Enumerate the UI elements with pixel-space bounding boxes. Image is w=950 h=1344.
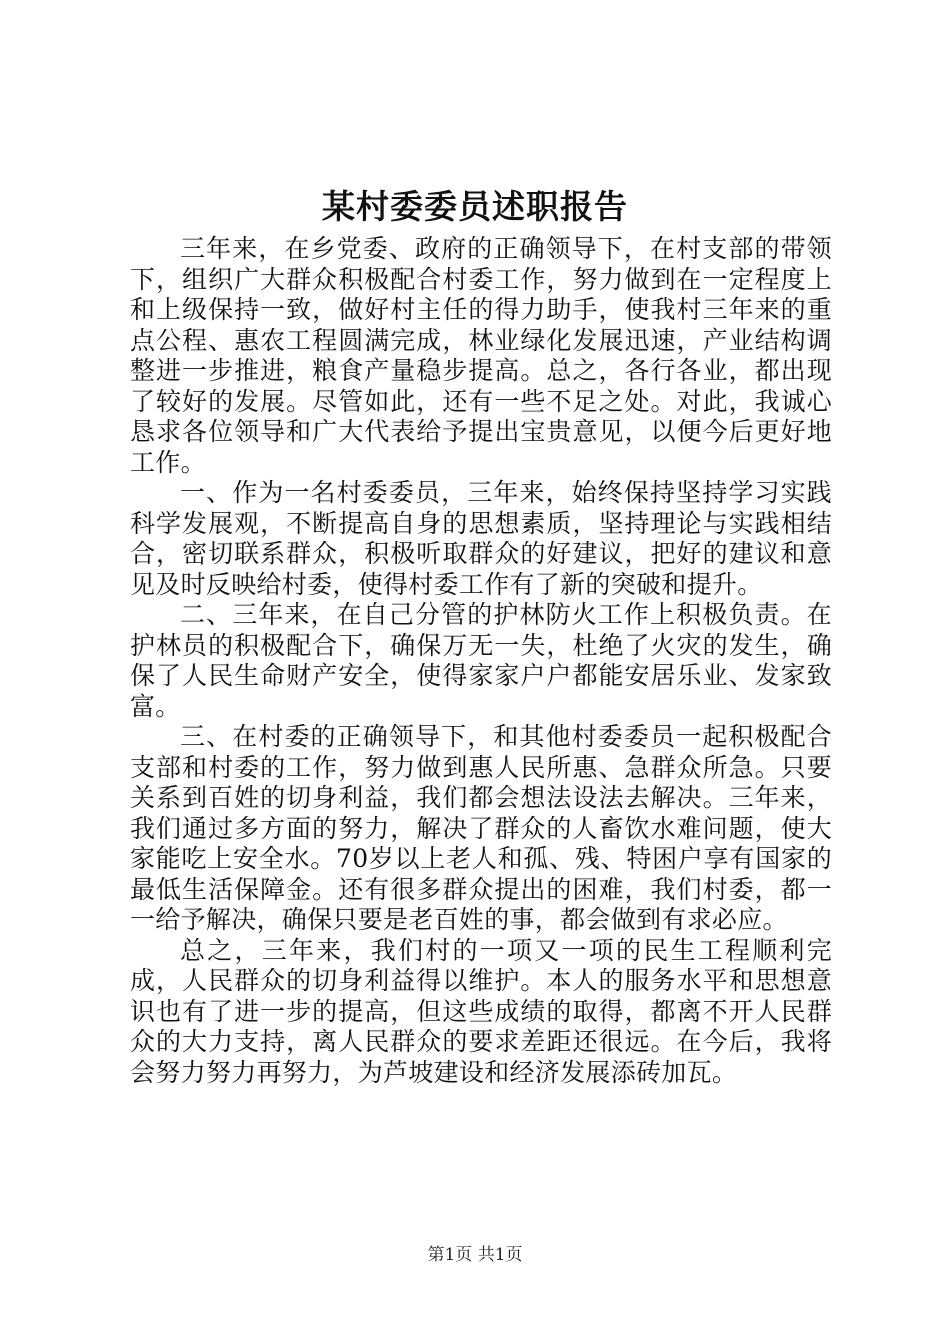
paragraph-section-1: 一、作为一名村委委员，三年来，始终保持坚持学习实践科学发展观，不断提高自身的思想素质，坚持理论与实践相结合，密切联系群众，积极听取群众的好建议，把好的建议和意见及时反映给村委，使得村委工作有了新的突破和提升。: [130, 478, 832, 599]
document-title: 某村委委员述职报告: [322, 187, 628, 226]
paragraph-section-2: 二、三年来，在自己分管的护林防火工作上积极负责。在护林员的积极配合下，确保万无一失，杜绝了火灾的发生，确保了人民生命财产安全，使得家家户户都能安居乐业、发家致富。: [130, 600, 832, 721]
paragraph-section-3: 三、在村委的正确领导下，和其他村委委员一起积极配合支部和村委的工作，努力做到惠人民所惠、急群众所急。只要关系到百姓的切身利益，我们都会想法设法去解决。三年来，我们通过多方面的努力，解决了群众的人畜饮水难问题，使大家能吃上安全水。70岁以上老人和孤、残、特困户享有国家的最低生活保障金。还有很多群众提出的困难，我们村委，都一一给予解决，确保只要是老百姓的事，都会做到有求必应。: [130, 722, 832, 934]
page-number-footer: 第1页 共1页: [427, 1245, 523, 1265]
paragraph-conclusion: 总之，三年来，我们村的一项又一项的民生工程顺利完成，人民群众的切身利益得以维护。本人的服务水平和思想意识也有了进一步的提高，但这些成绩的取得，都离不开人民群众的大力支持，离人民群众的要求差距还很远。在今后，我将会努力努力再努力，为芦坡建设和经济发展添砖加瓦。: [130, 935, 832, 1087]
paragraph-intro: 三年来，在乡党委、政府的正确领导下，在村支部的带领下，组织广大群众积极配合村委工作，努力做到在一定程度上和上级保持一致，做好村主任的得力助手，使我村三年来的重点公程、惠农工程圆满完成，林业绿化发展迅速，产业结构调整进一步推进，粮食产量稳步提高。总之，各行各业，都出现了较好的发展。尽管如此，还有一些不足之处。对此，我诚心恳求各位领导和广大代表给予提出宝贵意见，以便今后更好地工作。: [130, 234, 832, 477]
document-body: [130, 234, 832, 1088]
